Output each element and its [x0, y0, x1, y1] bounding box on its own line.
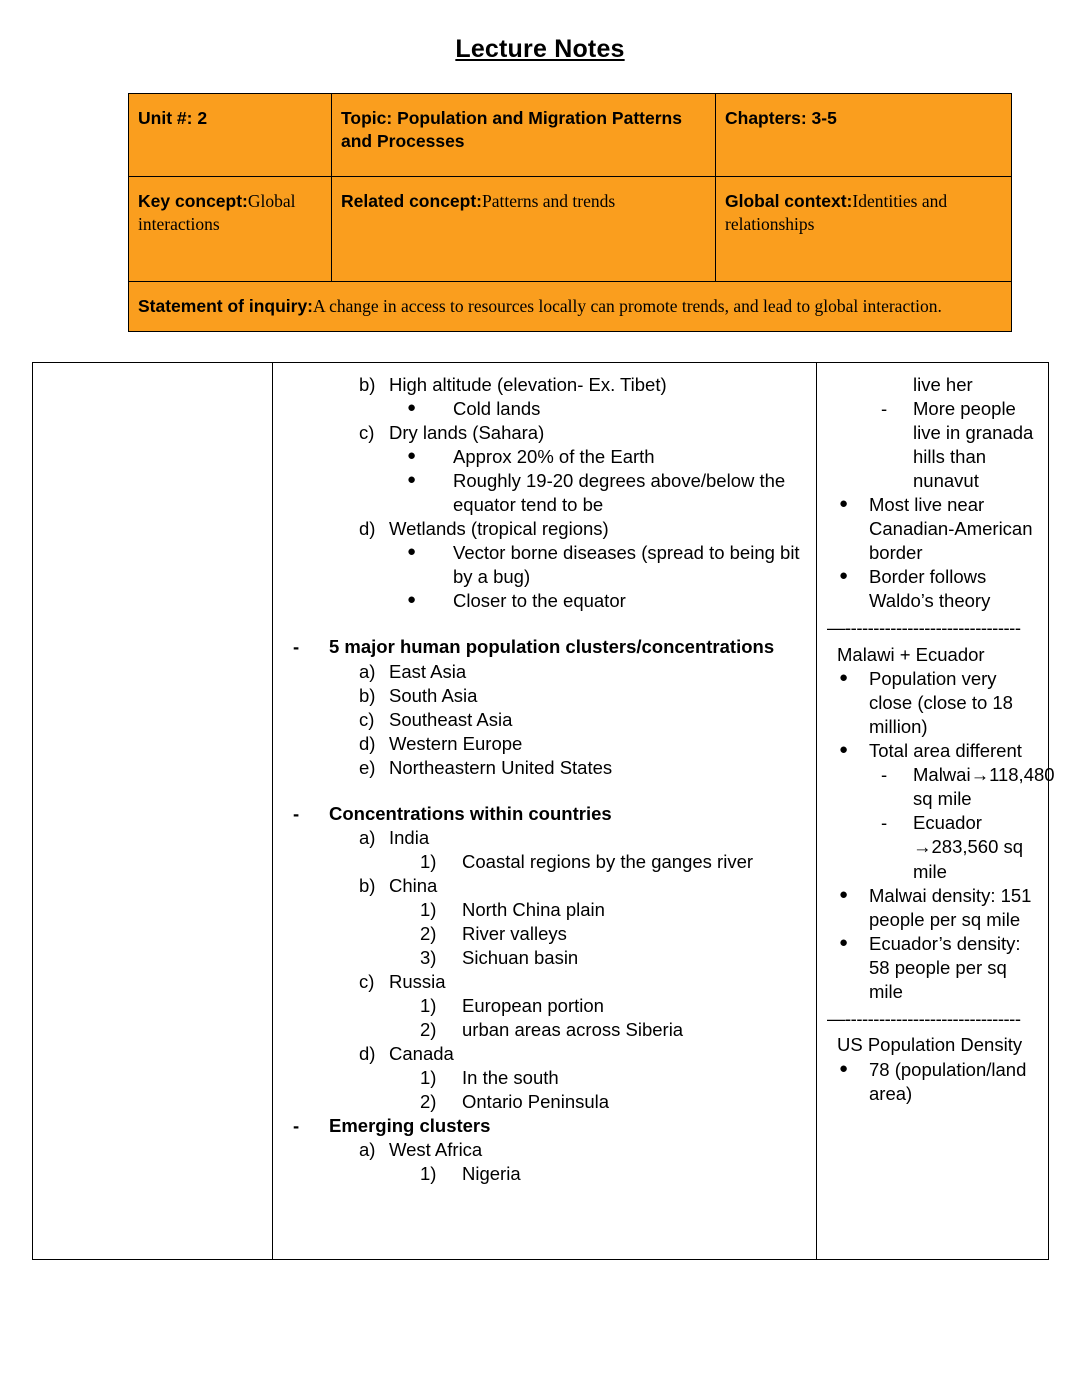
list-item: [279, 373, 810, 397]
list-item: [279, 1114, 810, 1138]
list-marker: a): [359, 660, 376, 682]
unit-header-row-1: [129, 94, 1012, 177]
related-concept-label: Related concept:: [341, 191, 482, 211]
list-item: [279, 874, 810, 898]
list-item: [279, 802, 810, 826]
statement-of-inquiry-cell: [129, 282, 1012, 332]
list-item: [279, 756, 810, 780]
notes-row: [33, 363, 1049, 1260]
list-marker: c): [359, 971, 375, 993]
list-item: [279, 946, 810, 970]
statement-of-inquiry-value: A change in access to resources locally can promote trends, and lead to global interaction.: [313, 296, 942, 316]
list-item-label: Coastal regions by the ganges river: [462, 850, 754, 872]
chapters-cell: [716, 94, 1012, 177]
list-item: [825, 739, 1044, 763]
list-item-label: More people live in granada hills than nunavut: [913, 398, 1034, 492]
list-item-label: Ecuador →283,560 sq mile: [913, 812, 1024, 882]
list-item-label: Wetlands (tropical regions): [389, 518, 609, 540]
unit-header-row-2: [129, 177, 1012, 282]
list-marker: d): [359, 1043, 376, 1065]
list-item-label: Cold lands: [453, 398, 541, 420]
list-item: [825, 763, 1055, 811]
list-item: [279, 922, 810, 946]
list-marker: 1): [420, 1067, 437, 1089]
list-marker: 2): [420, 1091, 437, 1113]
list-item: [279, 445, 810, 469]
list-marker: -: [293, 1115, 300, 1137]
list-item: [825, 1058, 1044, 1106]
list-item-label: Concentrations within countries: [329, 802, 612, 824]
list-item-label: Nigeria: [462, 1163, 521, 1185]
list-item-label: Sichuan basin: [462, 947, 579, 969]
list-marker: b): [359, 874, 376, 896]
left-column-content: [33, 363, 272, 381]
list-spacer: [279, 613, 810, 635]
list-item-label: In the south: [462, 1067, 559, 1089]
list-item: [279, 708, 810, 732]
list-item: [279, 469, 810, 517]
list-item-label: Malawi + Ecuador: [837, 644, 985, 666]
list-item: [279, 1090, 810, 1114]
section-separator: —-------------------------------: [827, 620, 1021, 638]
list-marker: 1): [420, 850, 437, 872]
global-context-value: Identities and relationships: [725, 191, 948, 235]
list-item-label: Malwai density: 151 people per sq mile: [869, 884, 1032, 930]
topic-value: Population and Migration Patterns and Processes: [341, 108, 682, 152]
bullet-icon: ●: [839, 669, 849, 687]
bullet-icon: ●: [407, 591, 417, 609]
bullet-icon: ●: [839, 741, 849, 759]
bullet-icon: ●: [407, 399, 417, 417]
key-concept-value: Global interactions: [138, 191, 296, 235]
section-separator: —-------------------------------: [827, 1010, 1021, 1028]
list-item: [279, 970, 810, 994]
list-item: [825, 667, 1044, 739]
list-marker: -: [881, 398, 888, 420]
list-item-label: live her: [913, 374, 973, 395]
notes-right-column: [817, 363, 1055, 1260]
list-item-label: Vector borne diseases (spread to being bit by a bug): [453, 542, 800, 588]
list-item: [279, 635, 810, 659]
list-item: [279, 1018, 810, 1042]
list-item-label: Southeast Asia: [389, 708, 513, 730]
list-item-label: Border follows Waldo’s theory: [869, 566, 991, 612]
right-column-content: [817, 363, 1055, 1114]
list-item-label: China: [389, 874, 438, 896]
bullet-icon: ●: [407, 543, 417, 561]
list-item: [825, 884, 1044, 932]
list-item-label: Russia: [389, 971, 446, 993]
key-concept-cell: [129, 177, 332, 282]
list-item: [279, 898, 810, 922]
list-item-label: South Asia: [389, 684, 478, 706]
list-marker: -: [293, 636, 300, 658]
list-item: [279, 589, 810, 613]
list-item-label: Approx 20% of the Earth: [453, 446, 655, 468]
list-item: [825, 932, 1044, 1004]
list-item-label: Ecuador’s density: 58 people per sq mile: [869, 932, 1021, 1002]
page-title: Lecture Notes: [455, 35, 625, 63]
list-item: [825, 373, 1044, 397]
unit-number-cell: [129, 94, 332, 177]
unit-header-table: [128, 93, 1012, 332]
list-item: [279, 1162, 810, 1186]
list-item: [279, 397, 810, 421]
chapters-label: Chapters:: [725, 108, 812, 128]
list-item-label: Northeastern United States: [389, 756, 613, 778]
list-item-label: West Africa: [389, 1139, 483, 1161]
bullet-icon: ●: [839, 495, 849, 513]
list-item: [279, 994, 810, 1018]
list-item-label: River valleys: [462, 922, 567, 944]
list-item-label: Population very close (close to 18 million): [869, 668, 1013, 738]
list-marker: -: [881, 764, 888, 786]
list-marker: e): [359, 756, 376, 778]
list-item: [825, 565, 1044, 613]
list-item: [279, 517, 810, 541]
global-context-label: Global context:: [725, 191, 853, 211]
list-item-label: 5 major human population clusters/concentrations: [329, 636, 775, 658]
list-marker: 1): [420, 898, 437, 920]
list-item: [279, 826, 810, 850]
bullet-icon: ●: [407, 447, 417, 465]
list-marker: 3): [420, 947, 437, 969]
list-item: [825, 397, 1044, 493]
list-item-label: Most live near Canadian-American border: [869, 494, 1033, 564]
unit-header-row-3: [129, 282, 1012, 332]
global-context-cell: [716, 177, 1012, 282]
list-item-label: Ontario Peninsula: [462, 1091, 610, 1113]
list-marker: 1): [420, 995, 437, 1017]
list-item-label: Canada: [389, 1043, 454, 1065]
list-item-label: Western Europe: [389, 732, 523, 754]
list-marker: b): [359, 684, 376, 706]
list-marker: 2): [420, 1019, 437, 1041]
list-marker: d): [359, 518, 376, 540]
notes-table: [32, 362, 1055, 1260]
statement-of-inquiry-label: Statement of inquiry:: [138, 296, 314, 316]
list-item-label: Emerging clusters: [329, 1115, 491, 1137]
list-item: [825, 1033, 1044, 1057]
list-item: [825, 493, 1044, 565]
list-marker: 2): [420, 922, 437, 944]
list-item-label: European portion: [462, 995, 604, 1017]
topic-cell: [332, 94, 716, 177]
bullet-icon: ●: [839, 567, 849, 585]
list-item-label: India: [389, 826, 430, 848]
list-item-label: Roughly 19-20 degrees above/below the equator tend to be: [453, 470, 786, 516]
list-item-label: North China plain: [462, 898, 605, 920]
list-item: [279, 1042, 810, 1066]
list-item-label: urban areas across Siberia: [462, 1019, 684, 1041]
list-marker: c): [359, 708, 375, 730]
unit-number-value: 2: [197, 108, 208, 128]
list-marker: -: [881, 812, 888, 834]
list-item-label: Total area different: [869, 740, 1022, 762]
list-item: [279, 660, 810, 684]
list-marker: -: [293, 802, 300, 824]
list-item: [279, 1138, 810, 1162]
list-item-label: US Population Density: [837, 1034, 1023, 1056]
notes-left-column: [33, 363, 273, 1260]
list-item-label: Closer to the equator: [453, 590, 626, 612]
list-item: [279, 732, 810, 756]
list-marker: d): [359, 732, 376, 754]
list-marker: c): [359, 422, 375, 444]
list-spacer: [279, 780, 810, 802]
bullet-icon: ●: [839, 1059, 849, 1077]
bullet-icon: ●: [839, 885, 849, 903]
notes-middle-column: [273, 363, 817, 1260]
list-item: [279, 541, 810, 589]
list-item-label: Dry lands (Sahara): [389, 422, 545, 444]
key-concept-label: Key concept:: [138, 191, 248, 211]
list-marker: 1): [420, 1163, 437, 1185]
middle-column-content: [273, 363, 816, 1195]
list-item: [279, 1066, 810, 1090]
topic-label: Topic:: [341, 108, 398, 128]
unit-number-label: Unit #:: [138, 108, 198, 128]
list-item: [279, 850, 810, 874]
list-item: [279, 684, 810, 708]
list-item-label: Malwai→118,480 sq mile: [913, 764, 1055, 810]
bullet-icon: ●: [839, 933, 849, 951]
bullet-icon: ●: [407, 471, 417, 489]
list-marker: b): [359, 374, 376, 395]
list-item-label: 78 (population/land area): [869, 1058, 1027, 1104]
list-item: [279, 421, 810, 445]
list-item-label: East Asia: [389, 660, 467, 682]
related-concept-value: Patterns and trends: [482, 191, 616, 211]
list-marker: a): [359, 1139, 376, 1161]
related-concept-cell: [332, 177, 716, 282]
list-marker: a): [359, 826, 376, 848]
list-item: [825, 811, 1044, 883]
list-item-label: High altitude (elevation- Ex. Tibet): [389, 374, 667, 395]
chapters-value: 3-5: [811, 108, 837, 128]
list-item: [825, 643, 1044, 667]
